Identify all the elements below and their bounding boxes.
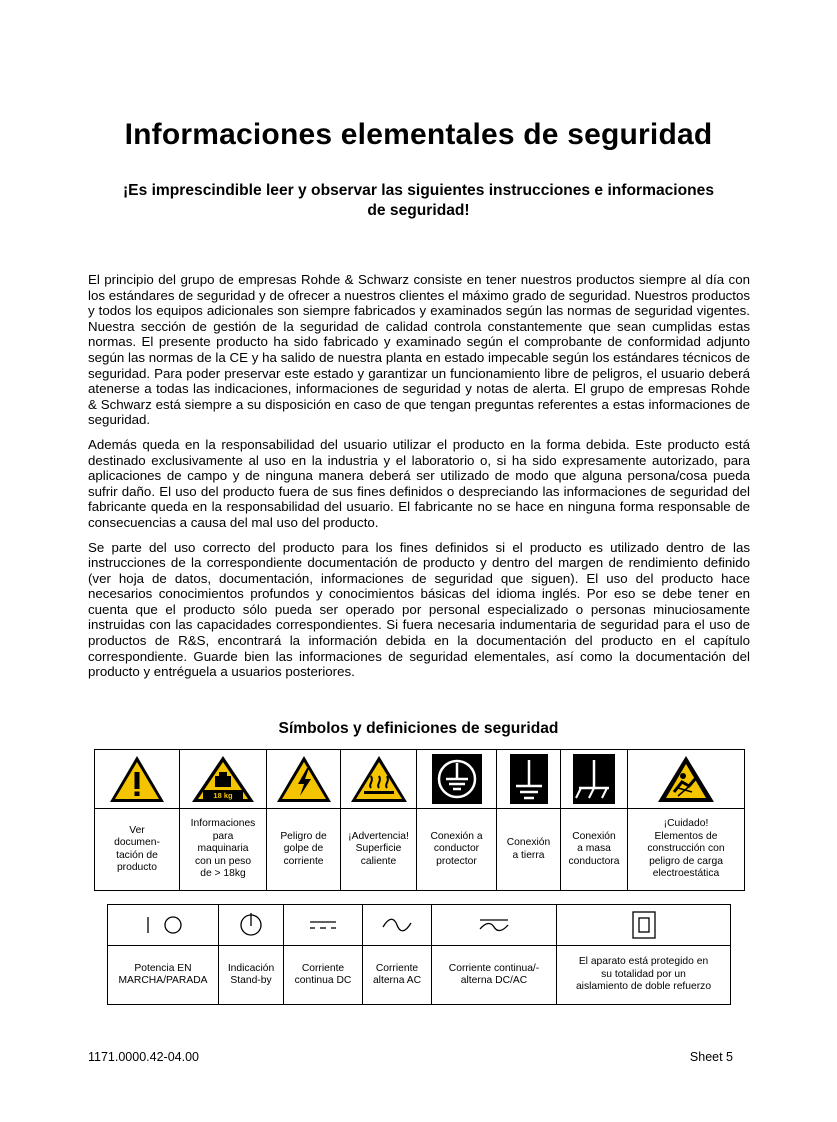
symbol-label: Corriente alterna AC: [363, 946, 432, 1005]
symbol-cell: [95, 750, 180, 809]
page-title: Informaciones elementales de seguridad: [124, 118, 713, 151]
symbol-label: Corriente continua/- alterna DC/AC: [432, 946, 557, 1005]
symbol-cell: [561, 750, 628, 809]
symbol-cell: [267, 750, 341, 809]
heavy-weight-icon: [190, 754, 256, 804]
paragraph: Se parte del uso correcto del producto para los fines definidos si el producto es utilizado dentro de las instrucciones de la correspondiente documentación de producto y dentro del margen de rendimiento definido (ver hoja de datos, documentación, informaciones de seguridad que siguen). El uso del producto hace necesarios conocimientos profundos y conocimientos básicas del idioma inglés. Por eso se debe tener en cuenta que el producto sólo pueda ser operado por personal especializado o personas minuciosamente instruidas con las capacidades correspondientes. Si fuera necesaria indumentaria de seguridad para el uso de productos de R&S, encontrará la información debida en la documentación del producto en el capítulo correspondiente. Guarde bien las informaciones de seguridad elementales, así como la documentación del producto y entréguela a usuarios posteriores.: [88, 539, 750, 680]
symbol-cell: [180, 750, 267, 809]
symbol-cell: [557, 905, 731, 946]
symbol-label: Informaciones para maquinaria con un peso de > 18kg: [180, 809, 267, 891]
safety-symbols-table-1: [94, 749, 745, 891]
chassis-ground-icon: [573, 754, 615, 804]
symbol-label: Potencia EN MARCHA/PARADA: [108, 946, 219, 1005]
dc-ac-current-icon: [478, 916, 510, 934]
electric-shock-icon: [275, 754, 333, 804]
symbol-cell: [108, 905, 219, 946]
symbol-cell: [497, 750, 561, 809]
page-subtitle: [90, 181, 747, 221]
symbol-label: Indicación Stand-by: [219, 946, 284, 1005]
esd-icon: [656, 754, 716, 804]
symbol-cell: [628, 750, 745, 809]
power-on-off-icon: [138, 913, 188, 937]
body-text: [88, 272, 750, 689]
document-number: 1171.0000.42-04.00: [88, 1050, 199, 1064]
earth-ground-icon: [510, 754, 548, 804]
direct-current-icon: [308, 918, 338, 932]
protective-earth-icon: [432, 754, 482, 804]
symbol-label: Corriente continua DC: [284, 946, 363, 1005]
hot-surface-icon: [349, 754, 409, 804]
symbol-cell: [284, 905, 363, 946]
symbol-label: Conexión a tierra: [497, 809, 561, 891]
warning-triangle-icon: [108, 754, 166, 804]
symbol-cell: [363, 905, 432, 946]
double-insulation-icon: [631, 910, 657, 940]
subtitle-line-1: ¡Es imprescindible leer y observar las siguientes instrucciones e informaciones: [122, 182, 715, 199]
weight-label: 18 kg: [213, 791, 233, 800]
subtitle-line-2: de seguridad!: [367, 202, 470, 219]
symbol-cell: [219, 905, 284, 946]
symbol-label: Conexión a masa conductora: [561, 809, 628, 891]
standby-icon: [237, 912, 265, 938]
symbol-cell: [432, 905, 557, 946]
safety-symbols-table-2: [107, 904, 731, 1005]
symbol-label: Conexión a conductor protector: [417, 809, 497, 891]
symbol-cell: [417, 750, 497, 809]
symbol-label: ¡Advertencia! Superficie caliente: [341, 809, 417, 891]
symbol-label: Ver documen- tación de producto: [95, 809, 180, 891]
symbol-label: ¡Cuidado! Elementos de construcción con peligro de carga electroestática: [628, 809, 745, 891]
paragraph: Además queda en la responsabilidad del usuario utilizar el producto en la forma debida. Este producto está destinado exclusivamente al uso en la industria y el laboratorio o, si ha sido expresamente autorizado, para aplicaciones de campo y de ninguna manera deberá ser utilizado de modo que alguna persona/cosa pueda sufrir daño. El uso del producto fuera de sus fines definidos o despreciando las informaciones de seguridad del fabricante queda en la responsabilidad del usuario. El fabricante no se hace en ninguna forma responsable de consecuencias a causa del mal uso del producto.: [88, 436, 750, 530]
alternating-current-icon: [381, 917, 413, 933]
paragraph: El principio del grupo de empresas Rohde & Schwarz consiste en tener nuestros productos siempre al día con los estándares de seguridad y de ofrecer a nuestros clientes el máximo grado de seguridad. Nuestros productos y todos los equipos adicionales son siempre fabricados y examinados según las normas de seguridad vigentes. Nuestra sección de gestión de la seguridad de calidad controla constantemente que sean cumplidas estas normas. El presente producto ha sido fabricado y examinado según el comprobante de conformidad adjunto según las normas de la CE y ha salido de nuestra planta en estado impecable según los estándares técnicos de seguridad. Para poder preservar este estado y garantizar un funcionamiento libre de peligros, el usuario deberá atenerse a todas las indicaciones, informaciones de seguridad y notas de alerta. El grupo de empresas Rohde & Schwarz está siempre a su disposición en caso de que tengan preguntas referentes a estas informaciones de seguridad.: [88, 272, 750, 428]
symbol-label: Peligro de golpe de corriente: [267, 809, 341, 891]
symbol-label: El aparato está protegido en su totalidad por un aislamiento de doble refuerzo: [557, 946, 731, 1005]
symbol-cell: [341, 750, 417, 809]
section-title: Símbolos y definiciones de seguridad: [278, 720, 559, 737]
sheet-number: Sheet 5: [689, 1050, 733, 1064]
